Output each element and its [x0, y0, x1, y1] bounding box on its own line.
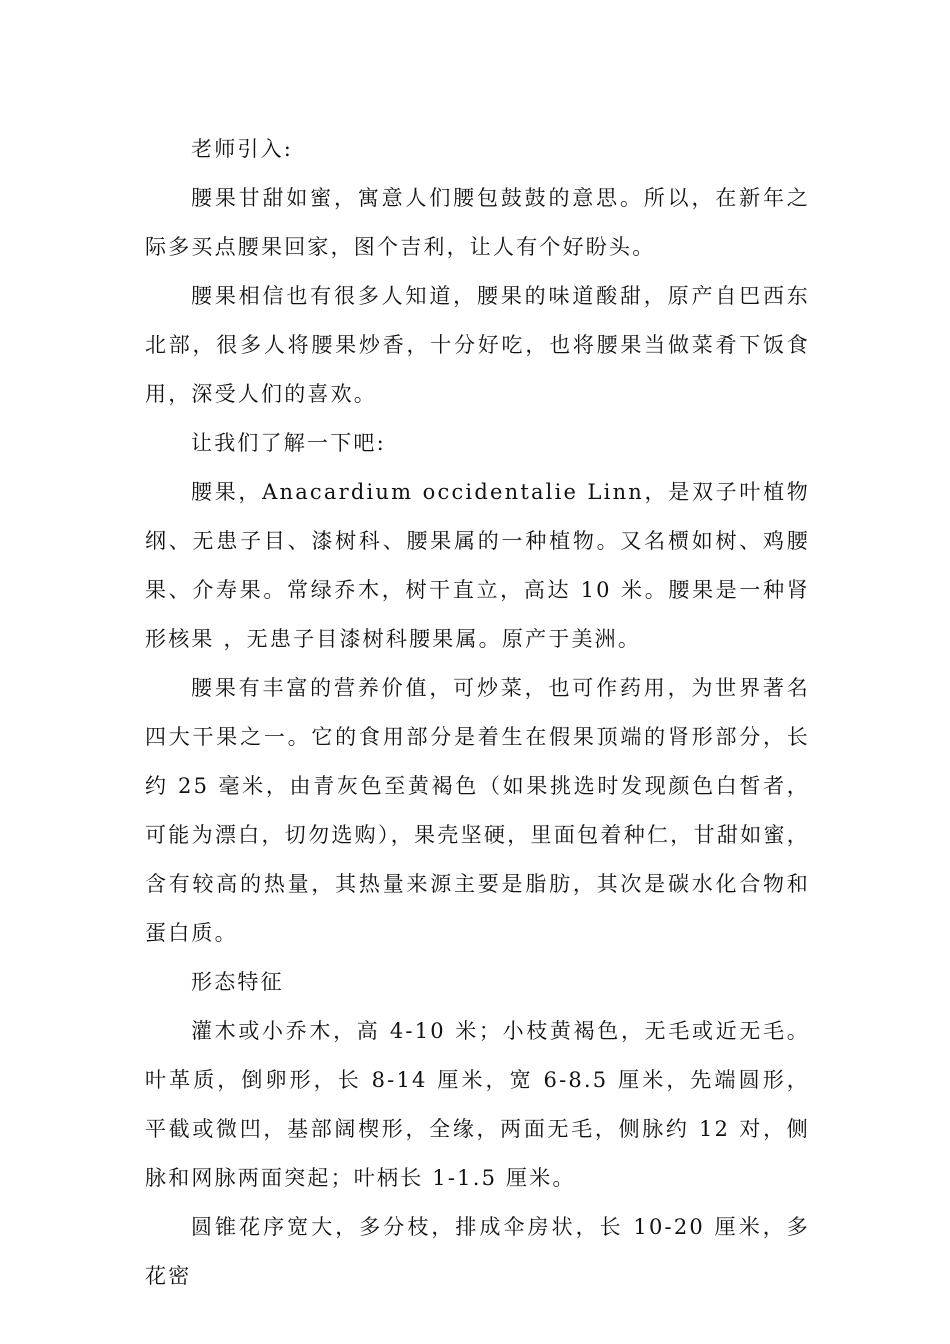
paragraph-morphology-inflorescence: 圆锥花序宽大，多分枝，排成伞房状，长 10-20 厘米，多花密 [145, 1215, 810, 1288]
paragraph-teacher-intro: 老师引入: [191, 137, 294, 161]
paragraph-lets-learn: 让我们了解一下吧: [191, 431, 386, 455]
paragraph-cashew-taxonomy: 腰果，Anacardium occidentalie Linn，是双子叶植物纲、无患子目、漆树科、腰果属的一种植物。又名槚如树、鸡腰果、介寿果。常绿乔木，树干直立，高达 10 米。腰果是一种肾形核果 ，无患子目漆树科腰果属。原产于美洲。 [145, 480, 810, 651]
section-heading-morphology: 形态特征 [191, 970, 284, 994]
paragraph-cashew-sweet: 腰果甘甜如蜜，寓意人们腰包鼓鼓的意思。所以，在新年之际多买点腰果回家，图个吉利，让人有个好盼头。 [145, 186, 810, 259]
paragraph-morphology-leaves: 灌木或小乔木，高 4-10 米；小枝黄褐色，无毛或近无毛。叶革质，倒卵形，长 8-14 厘米，宽 6-8.5 厘米，先端圆形，平截或微凹，基部阔楔形，全缘，两面无毛，侧脉约 12 对，侧脉和网脉两面突起；叶柄长 1-1.5 厘米。 [145, 1019, 810, 1190]
paragraph-cashew-origin: 腰果相信也有很多人知道，腰果的味道酸甜，原产自巴西东北部，很多人将腰果炒香，十分好吃，也将腰果当做菜肴下饭食用，深受人们的喜欢。 [145, 284, 810, 406]
paragraph-cashew-nutrition: 腰果有丰富的营养价值，可炒菜，也可作药用，为世界著名四大干果之一。它的食用部分是着生在假果顶端的肾形部分，长约 25 毫米，由青灰色至黄褐色（如果挑选时发现颜色白皙者，可能为漂白，切勿选购），果壳坚硬，里面包着种仁，甘甜如蜜，含有较高的热量，其热量来源主要是脂肪，其次是碳水化合物和蛋白质。 [145, 676, 810, 945]
document-body [145, 125, 810, 1301]
